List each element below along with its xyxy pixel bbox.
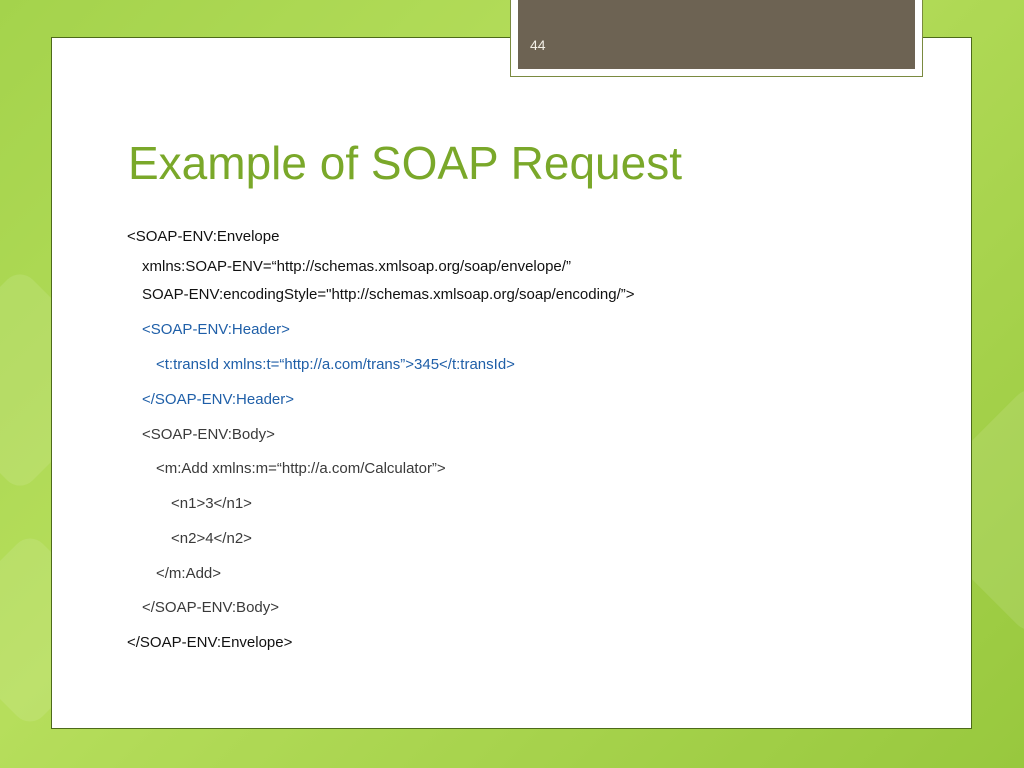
code-line: <t:transId xmlns:t=“http://a.com/trans”>345</t:transId> — [156, 356, 515, 373]
code-line: xmlns:SOAP-ENV=“http://schemas.xmlsoap.org/soap/envelope/” — [142, 258, 571, 275]
code-line: SOAP-ENV:encodingStyle="http://schemas.xmlsoap.org/soap/encoding/”> — [142, 286, 635, 303]
code-line: <SOAP-ENV:Envelope — [127, 228, 280, 245]
code-line: </SOAP-ENV:Envelope> — [127, 634, 293, 651]
code-line: </m:Add> — [156, 565, 222, 582]
code-line: <SOAP-ENV:Body> — [142, 426, 275, 443]
code-line: <n1>3</n1> — [171, 495, 252, 512]
code-line: </SOAP-ENV:Header> — [142, 391, 295, 408]
code-line: </SOAP-ENV:Body> — [142, 599, 280, 616]
slide-number-panel — [518, 0, 915, 69]
slide-number-box — [510, 0, 923, 77]
slide-number: 44 — [530, 37, 546, 53]
code-line: <SOAP-ENV:Header> — [142, 321, 290, 338]
code-line: <n2>4</n2> — [171, 530, 252, 547]
slide-title: Example of SOAP Request — [128, 137, 682, 189]
code-line: <m:Add xmlns:m=“http://a.com/Calculator”> — [156, 460, 446, 477]
